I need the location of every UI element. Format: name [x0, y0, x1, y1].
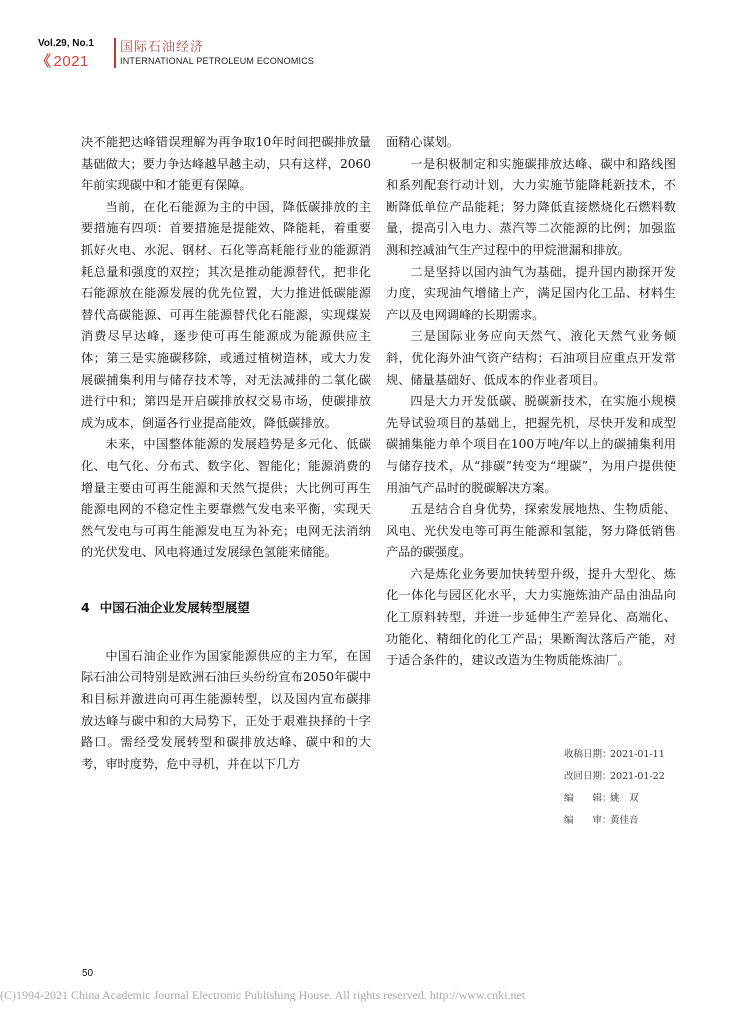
publication-year	[36, 50, 89, 71]
paragraph: 二是坚持以国内油气为基础，提升国内勘探开发力度，实现油气增储上产，满足国内化工品、材料生产以及电网调峰的长期需求。	[386, 264, 676, 322]
editor-label: 编 辑：	[564, 793, 612, 804]
reviewer-name: 黄佳音	[610, 815, 639, 826]
reviewer-label: 编 审：	[564, 815, 612, 826]
year-text: 2021	[53, 53, 89, 70]
section-heading	[81, 598, 371, 616]
revised-date-row	[564, 768, 714, 790]
paragraph: 未来，中国整体能源的发展趋势是多元化、低碳化、电气化、分布式、数字化、智能化；能源消费的增量主要由可再生能源和天然气提供；大比例可再生能源电网的不稳定性主要靠燃气发电来平衡，实现天然气发电与可再生能源发电互为补充；电网无法消纳的光伏发电、风电将通过发展绿色氢能来储能。	[81, 437, 371, 560]
paragraph: 决不能把达峰错误理解为再争取10年时间把碳排放量基础做大；要力争达峰越早越主动，只有这样，2060年前实现碳中和才能更有保障。	[81, 135, 371, 193]
paragraph-continuation: 面精心谋划。	[386, 135, 460, 149]
journal-title-en: INTERNATIONAL PETROLEUM ECONOMICS	[120, 56, 315, 66]
volume-issue: Vol.29, No.1	[38, 38, 94, 49]
header-divider	[114, 38, 116, 68]
paragraph: 当前，在化石能源为主的中国，降低碳排放的主要措施有四项：首要措施是提能效、降能耗，着重要抓好火电、水泥、钢材、石化等高耗能行业的能源消耗总量和强度的双控；其次是推动能源替代，把非化石能源放在能源发展的优先位置，大力推进低碳能源替代高碳能源、可再生能源替代化石能源，实现煤炭消费尽早达峰，逐步使可再生能源成为能源供应主体；第三是实施碳移除，或通过植树造林，或大力发展碳捕集利用与储存技术等，对无法减排的二氧化碳进行中和；第四是开启碳排放权交易市场，使碳排放成为成本，倒逼各行业提高能效，降低碳排放。	[81, 199, 371, 430]
paragraph: 一是积极制定和实施碳排放达峰、碳中和路线图和系列配套行动计划，大力实施节能降耗新技术，不断降低单位产品能耗；努力降低直接燃烧化石燃料数量，提高引入电力、蒸汽等二次能源的比例；加强监测和控减油气生产过程中的甲烷泄漏和排放。	[386, 156, 676, 257]
left-column	[81, 132, 371, 775]
paragraph: 五是结合自身优势，探索发展地热、生物质能、风电、光伏发电等可再生能源和氢能，努力降低销售产品的碳强度。	[386, 502, 676, 560]
section-number: 4	[81, 599, 90, 615]
received-date: 2021-01-11	[610, 749, 665, 760]
paragraph: 中国石油企业作为国家能源供应的主力军，在国际石油公司特别是欧洲石油巨头纷纷宣布2050年碳中和目标并激进向可再生能源转型，以及国内宣布碳排放达峰与碳中和的大局势下，正处于艰难抉择的十字路口。需经受发展转型和碳排放达峰、碳中和的大考，审时度势，危中寻机，并在以下几方	[81, 648, 371, 771]
right-column	[386, 132, 676, 672]
section-title: 中国石油企业发展转型展望	[99, 599, 250, 615]
chevron-left-icon: 《	[36, 53, 52, 70]
paragraph: 四是大力开发低碳、脱碳新技术，在实施小规模先导试验项目的基础上，把握先机，尽快开发和成型碳捕集能力单个项目在100万吨/年以上的碳捕集利用与储存技术，从“排碳”转变为“埋碳”，为用户提供使用油气产品时的脱碳解决方案。	[386, 394, 676, 495]
copyright-notice: (C)1994-2021 China Academic Journal Electronic Publishing House. All rights reserved. http://www.cnki.net	[0, 988, 526, 1002]
editor-row	[564, 790, 714, 812]
received-date-row	[564, 746, 714, 768]
editor-name: 姚 双	[610, 793, 639, 804]
article-metadata	[564, 746, 714, 834]
paragraph: 三是国际业务应向天然气、液化天然气业务倾斜，优化海外油气资产结构；石油项目应重点开发常规、储量基础好、低成本的作业者项目。	[386, 329, 676, 387]
paragraph: 六是炼化业务要加快转型升级，提升大型化、炼化一体化与园区化水平，大力实施炼油产品由油品向化工原料转型，并进一步延伸生产差异化、高端化、功能化、精细化的化工产品；果断淘汰落后产能，对于适合条件的，建议改造为生物质能炼油厂。	[386, 566, 676, 668]
journal-title-cn: 国际石油经济	[120, 40, 205, 55]
revised-date: 2021-01-22	[610, 771, 665, 782]
reviewer-row	[564, 812, 714, 834]
received-label: 收稿日期：	[564, 749, 612, 760]
page-number: 50	[82, 968, 94, 979]
revised-label: 改回日期：	[564, 771, 612, 782]
